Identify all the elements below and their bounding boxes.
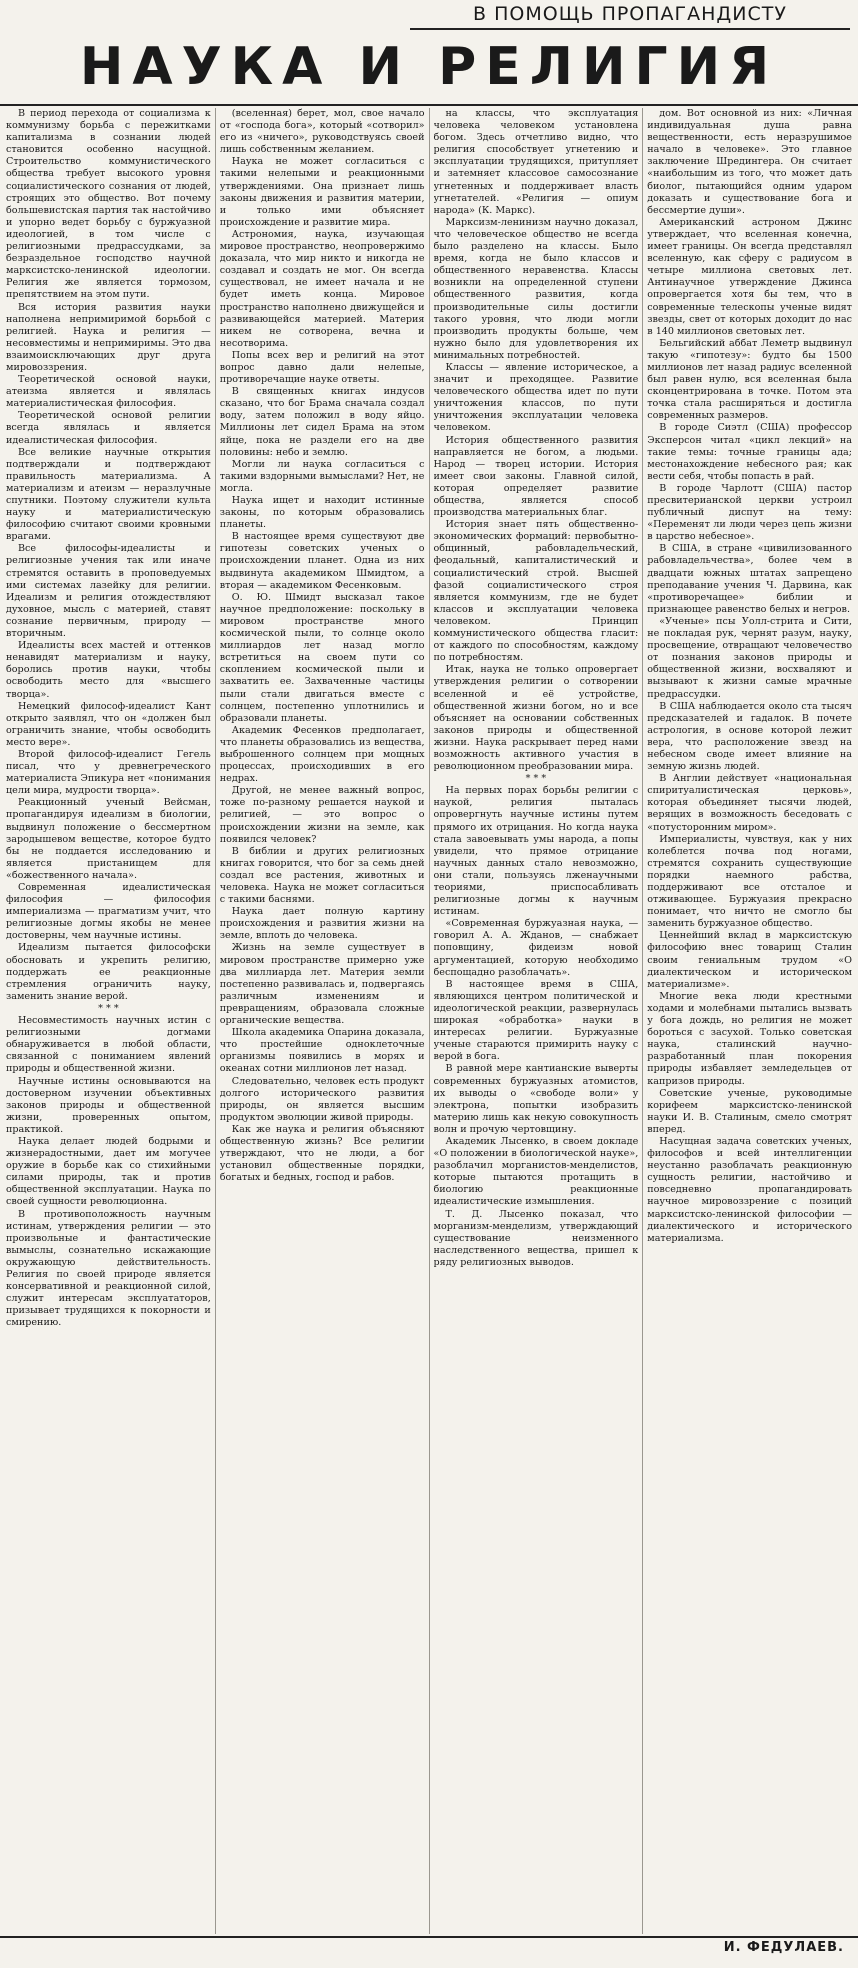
text-column-1 (6, 108, 216, 1934)
paragraph: Марксизм-ленинизм научно доказал, что человеческое общество не всегда было разделено на классы. Было время, когда не было классов и общественного неравенства. Классы возникли на определенной ступени общественного развития, когда производительные силы достигли такого уровня, что люди могли производить продукты больше, чем нужно было для удовлетворения их минимальных потребностей. (433, 216, 639, 361)
paragraph: Идеализм пытается философски обосновать и укрепить религию, поддержать ее реакционные стремления ограничить науку, заменить знание верой. (6, 942, 211, 1002)
paragraph: В США, в стране «цивилизованного рабовладельчества», более чем в двадцати южных штатах запрещено преподавание учения Ч. Дарвина, как «противоречащее» библии и признающее равенство белых и негров. (647, 543, 852, 615)
paragraph: Все великие научные открытия подтверждали и подтверждают правильность материализма. А материализм и атеизм — неразлучные спутники. Поэтому служители культа науку и материалистическую философию считают своими кровными врагами. (6, 446, 211, 543)
paragraph: * * * (525, 773, 547, 785)
paragraph: Бельгийский аббат Леметр выдвинул такую «гипотезу»: будто бы 1500 миллионов лет назад радиус вселенной был равен нулю, вся вселенная была сконцентрирована в точке. Потом эта точка стала расширяться и достигла современных размеров. (647, 337, 852, 422)
paragraph: В Англии действует «национальная спиритуалистическая церковь», которая объединяет тысячи людей, верящих в возможность беседовать с «потусторонним миром». (647, 773, 852, 833)
paragraph: Идеалисты всех мастей и оттенков ненавидят материализм и науку, боролись против науки, чтобы освободить место для «высшего творца». (6, 640, 211, 700)
paragraph: История общественного развития направляется не богом, а людьми. Народ — творец истории. История имеет свои законы. Главной силой, которая определяет развитие общества, является способ производства материальных благ. (433, 434, 639, 519)
paragraph: История знает пять общественно-экономических формаций: первобытно-общинный, рабовладельческий, феодальный, капиталистический и социалистический строй. Высшей фазой социалистического строя является коммунизм, где не будет классов и эксплуатации человека человеком. Принцип коммунистического общества гласит: от каждого по способностям, каждому по потребностям. (433, 519, 639, 664)
paragraph: Теоретической основой религии всегда являлась и является идеалистическая философия. (6, 410, 211, 446)
paragraph: Советские ученые, руководимые корифеем марксистско-ленинской науки И. В. Сталиным, смело смотрят вперед. (647, 1087, 852, 1135)
paragraph: В США наблюдается около ста тысяч предсказателей и гадалок. В почете астрология, в основе которой лежит вера, что расположение звезд на небесном своде имеет влияние на земную жизнь людей. (647, 700, 852, 773)
paragraph: В период перехода от социализма к коммунизму борьба с пережитками капитализма в сознании людей становится особенно насущной. Строительство коммунистического общества требует высокого уровня социалистического сознания от людей, строящих это общество. Вот почему большевистская партия так настойчиво и упорно ведет борьбу с буржуазной идеологией, в том числе с религиозными предрассудками, за безраздельное господство научной марксистско-ленинской идеологии. Религия же является тормозом, препятствием на этом пути. (6, 108, 211, 301)
paragraph: * * * (98, 1002, 119, 1014)
paragraph: «Современная буржуазная наука, — говорил А. А. Жданов, — снабжает поповщину, фидеизм новой аргументацией, которую необходимо беспощадно разоблачать». (433, 918, 639, 978)
paragraph: На первых порах борьбы религии с наукой, религия пыталась опровергнуть научные истины путем прямого их отрицания. Но когда наука стала завоевывать умы народа, а попы увидели, что прямое отрицание научных данных стало невозможно, они стали, пользуясь лженаучными теориями, приспосабливать религиозные догмы к научным истинам. (433, 785, 639, 918)
paragraph: В настоящее время в США, являющихся центром политической и идеологической реакции, развернулась широкая «обработка» науки в интересах религии. Буржуазные ученые стараются примирить науку с верой в бога. (433, 978, 639, 1063)
paragraph: Немецкий философ-идеалист Кант открыто заявлял, что он «должен был ограничить знание, чтобы освободить место вере». (6, 700, 211, 748)
paragraph: Астрономия, наука, изучающая мировое пространство, неопровержимо доказала, что мир никто и никогда не создавал и создать не мог. Он всегда существовал, не имеет начала и не будет иметь конца. Мировое пространство наполнено движущейся и развивающейся материей. Материя никем не сотворена, вечна и несотворима. (219, 228, 425, 349)
paragraph: (вселенная) берет, мол, свое начало от «господа бога», который «сотворил» его из «ничего», руководствуясь своей лишь собственным желанием. (219, 108, 425, 156)
paragraph: Американский астроном Джинс утверждает, что вселенная конечна, имеет границы. Он всегда представлял вселенную, как сферу с радиусом в четыре миллиона световых лет. Антинаучное утверждение Джинса опровергается хотя бы тем, что в современные телескопы ученые видят звезды, свет от которых доходит до нас в 140 миллионов световых лет. (647, 216, 852, 337)
paragraph: Академик Фесенков предполагает, что планеты образовались из вещества, выброшенного солнцем при мощных процессах, происходивших в его недрах. (219, 724, 425, 785)
paragraph: Насущная задача советских ученых, философов и всей интеллигенции неустанно разоблачать реакционную сущность религии, настойчиво и повседневно пропагандировать научное мировоззрение с позиций марксистско-ленинской философии — диалектического и исторического материализма. (647, 1135, 852, 1244)
paragraph: Несовместимость научных истин с религиозными догмами обнаруживается в любой области, связанной с пониманием явлений природы и общественной жизни. (6, 1015, 211, 1075)
paragraph: Наука дает полную картину происхождения и развития жизни на земле, вплоть до человека. (219, 906, 425, 942)
paragraph: Многие века люди крестными ходами и молебнами пытались вызвать у бога дождь, но религия не может бороться с засухой. Только советская наука, сталинский научно-разработанный план покорения природы избавляет земледельцев от капризов природы. (647, 990, 852, 1087)
paragraph: Теоретической основой науки, атеизма является и являлась материалистическая философия. (6, 374, 211, 410)
article-headline: НАУКА И РЕЛИГИЯ (79, 37, 779, 97)
paragraph: Реакционный ученый Вейсман, пропагандируя идеализм в биологии, выдвинул положение о бессмертном зародышевом веществе, которое будто бы не поддается исследованию и является пристанищем для «божественного начала». (6, 797, 211, 881)
paragraph: В библии и других религиозных книгах говорится, что бог за семь дней создал все растения, животных и человека. Наука не может согласиться с такими баснями. (219, 845, 425, 906)
paragraph: Второй философ-идеалист Гегель писал, что у древнегреческого материалиста Эпикура нет «понимания цели мира, мудрости творца». (6, 748, 211, 797)
paragraph: Жизнь на земле существует в мировом пространстве примерно уже два миллиарда лет. Материя земли постепенно развивалась и, подвергаясь различным изменениям и превращениям, образовала сложные органические вещества. (219, 942, 425, 1027)
paragraph: В городе Чарлотт (США) пастор пресвитерианской церкви устроил публичный диспут на тему: «Переменят ли люди через цепь жизни в царство небесное». (647, 482, 852, 543)
paragraph: Современная идеалистическая философия — философия империализма — прагматизм учит, что религиозные догмы якобы не менее достоверны, чем научные истины. (6, 882, 211, 942)
paragraph: Могли ли наука согласиться с такими вздорными вымыслами? Нет, не могла. (219, 458, 425, 494)
footer-rule (0, 1936, 858, 1938)
paragraph: В священных книгах индусов сказано, что бог Брама сначала создал воду, затем положил в воду яйцо. Миллионы лет сидел Брама на этом яйце, пока не раздели его на две половины: небо и землю. (219, 386, 425, 458)
paragraph: В городе Сиэтл (США) профессор Эксперсон читал «цикл лекций» на такие темы: точные границы ада; местонахождение небесного рая; как вести себя, чтобы попасть в рай. (647, 422, 852, 482)
section-rubric: В ПОМОЩЬ ПРОПАГАНДИСТУ (410, 2, 850, 30)
paragraph: Другой, не менее важный вопрос, тоже по-разному решается наукой и религией, — это вопрос о происхождении жизни на земле, как появился человек? (219, 785, 425, 845)
paragraph: Вся история развития науки наполнена непримиримой борьбой с религией. Наука и религия — несовместимы и непримиримы. Это два взаимоисключающих друг друга мировоззрения. (6, 301, 211, 373)
paragraph: Школа академика Опарина доказала, что простейшие одноклеточные организмы появились в морях и океанах сотни миллионов лет назад. (219, 1027, 425, 1075)
paragraph: Научные истины основываются на достоверном изучении объективных законов природы и общественной жизни, проверенных опытом, практикой. (6, 1075, 211, 1135)
paragraph: В равной мере кантианские выверты современных буржуазных атомистов, их выводы о «свободе воли» у электрона, попытки изобразить материю лишь как некую совокупность волн и прочую чертовщину. (433, 1063, 639, 1135)
text-column-4 (647, 108, 852, 1934)
text-column-2 (220, 108, 430, 1934)
paragraph: на классы, что эксплуатация человека человеком установлена богом. Здесь отчетливо видно, что религия способствует угнетению и эксплуатации трудящихся, притупляет и затемняет классовое самосознание угнетенных и поддерживает власть угнетателей. «Религия — опиум народа» (К. Маркс). (433, 108, 639, 216)
paragraph: Империалисты, чувствуя, как у них колеблется почва под ногами, стремятся сохранить существующие порядки наемного рабства, поддерживают все отсталое и отживающее. Буржуазия прекрасно понимает, что ничто не смогло бы заменить буржуазное общество. (647, 833, 852, 930)
paragraph: Наука не может согласиться с такими нелепыми и реакционными утверждениями. Она признает лишь законы движения и развития материи, и только ими объясняет происхождение и развитие мира. (219, 156, 425, 228)
headline-rule (0, 104, 858, 106)
paragraph: Попы всех вер и религий на этот вопрос давно дали нелепые, противоречащие науке ответы. (219, 349, 425, 386)
paragraph: дом. Вот основной из них: «Личная индивидуальная душа равна вещественности, есть неразрушимое начало в человеке». Это главное заключение Шредингера. Он считает «наибольшим из того, что может дать биолог, пытающийся одним ударом доказать и существование бога и бессмертие души». (647, 108, 852, 216)
paragraph: Наука ищет и находит истинные законы, по которым образовались планеты. (219, 495, 425, 531)
author-signature: И. ФЕДУЛАЕВ. (723, 1940, 844, 1955)
paragraph: Классы — явление историческое, а значит и преходящее. Развитие человеческого общества идет по пути уничтожения классов, по пути уничтожения эксплуатации человека человеком. (433, 361, 639, 434)
paragraph: «Ученые» псы Уолл-стрита и Сити, не покладая рук, чернят разум, науку, просвещение, отвращают человечество от познания законов природы и общественной жизни, восхваляют и вызывают к жизни самые мрачные предрассудки. (647, 615, 852, 700)
paragraph: Ценнейший вклад в марксистскую философию внес товарищ Сталин своим гениальным трудом «О диалектическом и историческом материализме». (647, 930, 852, 990)
paragraph: Итак, наука не только опровергает утверждения религии о сотворении вселенной и её устройстве, общественной жизни богом, но и все объясняет на основании собственных законов природы и общественной жизни. Наука раскрывает перед нами возможность активного участия в революционном преобразовании мира. (433, 664, 639, 773)
paragraph: В настоящее время существуют две гипотезы советских ученых о происхождении планет. Одна из них выдвинута академиком Шмидтом, а вторая — академиком Фесенковым. (219, 531, 425, 591)
paragraph: В противоположность научным истинам, утверждения религии — это произвольные и фантастические вымыслы, сознательно искажающие окружающую действительность. Религия по своей природе является консервативной и реакционной силой, служит интересам эксплуататоров, призывает трудящихся к покорности и смирению. (6, 1208, 211, 1329)
paragraph: Как же наука и религия объясняют общественную жизнь? Все религии утверждают, что не люди, а бог установил общественные порядки, богатых и бедных, господ и рабов. (219, 1123, 425, 1184)
paragraph: Следовательно, человек есть продукт долгого исторического развития природы, он является высшим продуктом эволюции живой природы. (219, 1075, 425, 1123)
paragraph: Наука делает людей бодрыми и жизнерадостными, дает им могучее оружие в борьбе как со стихийными силами природы, так и против общественной эксплуатации. Наука по своей сущности революционна. (6, 1135, 211, 1208)
paragraph: Все философы-идеалисты и религиозные учения так или иначе стремятся оставить в проповедуемых ими системах лазейку для религии. Идеализм и религия отождествляют духовное, мысль с материей, ставят сознание первичным, природу — вторичным. (6, 543, 211, 640)
paragraph: Т. Д. Лысенко показал, что морганизм-менделизм, утверждающий существование неизменного наследственного вещества, пришел к ряду религиозных выводов. (433, 1208, 639, 1268)
paragraph: О. Ю. Шмидт высказал такое научное предположение: поскольку в мировом пространстве много космической пыли, то солнце около миллиардов лет назад могло встретиться на своем пути со скоплением космической пыли и захватить ее. Захваченные частицы пыли стали двигаться вместе с солнцем, постепенно уплотнились и образовали планеты. (219, 591, 425, 724)
text-column-3 (434, 108, 644, 1934)
paragraph: Академик Лысенко, в своем докладе «О положении в биологической науке», разоблачил морганистов-менделистов, которые пытаются протащить в биологию реакционные идеалистические измышления. (433, 1135, 639, 1208)
article-body (6, 108, 852, 1934)
